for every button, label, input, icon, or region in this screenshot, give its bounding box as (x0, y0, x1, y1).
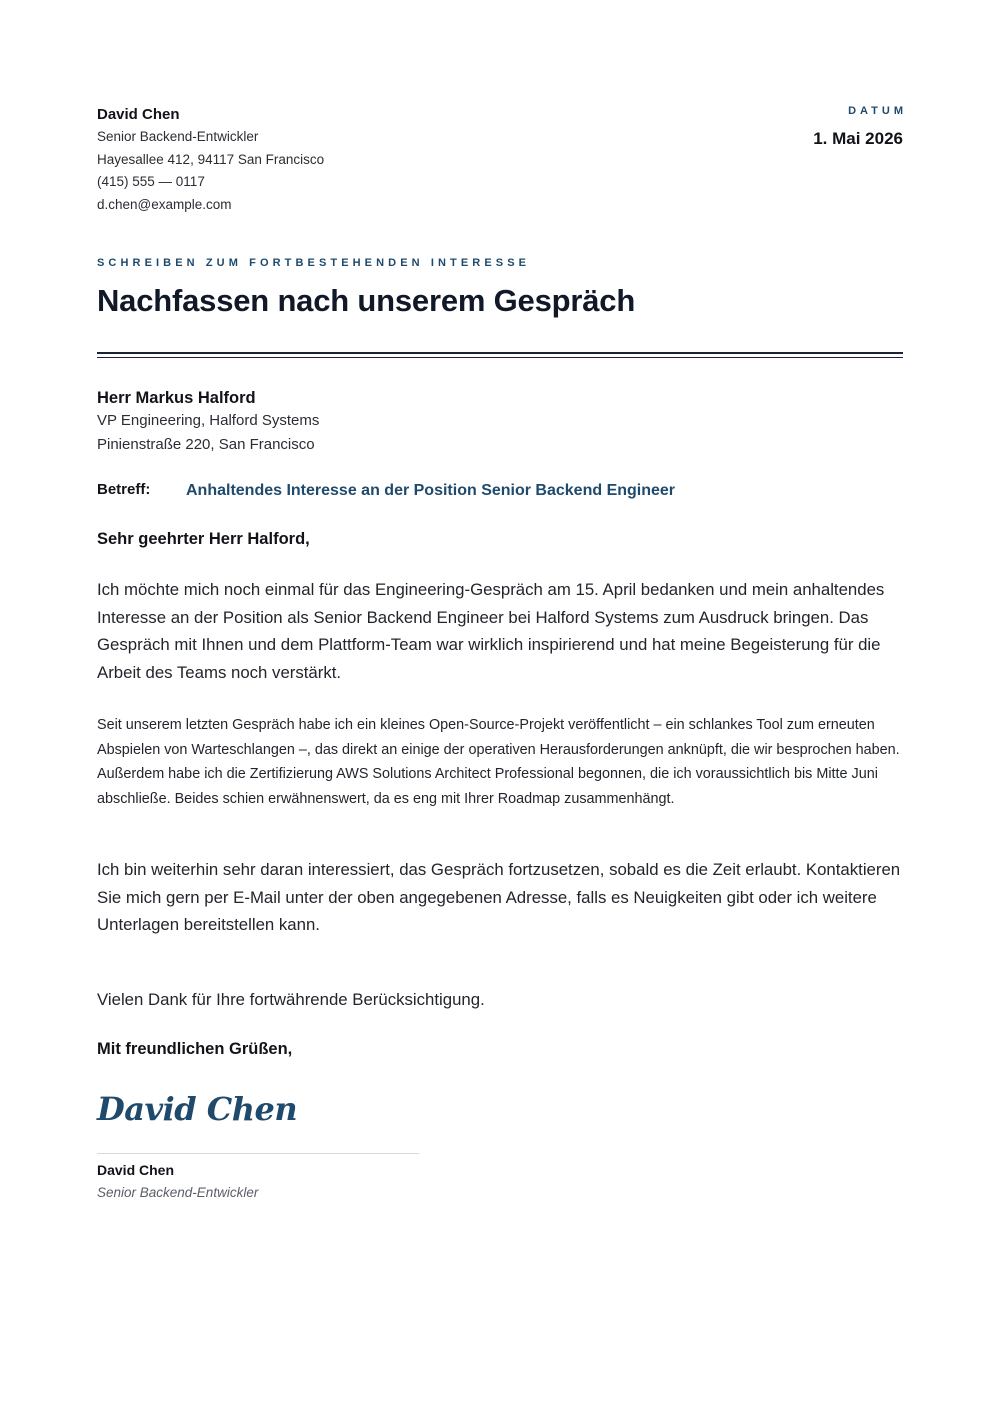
signature-name: David Chen (97, 1162, 175, 1178)
sender-title: Senior Backend-Entwickler (97, 129, 259, 144)
letter-title: Nachfassen nach unserem Gespräch (97, 283, 636, 318)
signature-divider (97, 1153, 419, 1154)
signature-script: David Chen (97, 1090, 298, 1128)
recipient-block (97, 387, 319, 457)
date-label: DATUM (848, 105, 907, 117)
recipient-address: Pinienstraße 220, San Francisco (97, 436, 315, 453)
date-value: 1. Mai 2026 (813, 129, 903, 148)
recipient-name: Herr Markus Halford (97, 389, 256, 407)
sender-block (97, 104, 517, 216)
subject-label: Betreff: (97, 481, 151, 498)
title-divider (97, 352, 903, 358)
sender-name: David Chen (97, 106, 180, 123)
closing-phrase: Mit freundlichen Grüßen, (97, 1040, 293, 1058)
sender-address: Hayesallee 412, 94117 San Francisco (97, 151, 325, 167)
sender-phone: (415) 555 — 0117 (97, 174, 205, 189)
sender-email: d.chen@example.com (97, 196, 232, 212)
subject-text: Anhaltendes Interesse an der Position Senior Backend Engineer (186, 482, 676, 499)
closing-thanks: Vielen Dank für Ihre fortwährende Berücksichtigung. (97, 990, 485, 1009)
date-block (813, 102, 907, 149)
recipient-position: VP Engineering, Halford Systems (97, 412, 320, 429)
body-paragraph-3: Ich bin weiterhin sehr daran interessiert, das Gespräch fortzusetzen, sobald es die Zeit erlaubt. Kontaktieren Sie mich gern per E-Mail unter der oben angegebenen Adresse, falls es Neuigkeiten gibt oder ich weitere Unterlagen bereitstellen kann. (97, 860, 901, 934)
body-paragraph-2: Seit unserem letzten Gespräch habe ich ein kleines Open-Source-Projekt veröffentlicht – ein schlankes Tool zum erneuten Abspielen von Warteschlangen –, das direkt an einige der operativen Herausforderungen anknüpft, die wir besprochen haben. Außerdem habe ich die Zertifizierung AWS Solutions Architect Professional begonnen, die ich voraussichtlich bis Mitte Juni abschließe. Beides schien erwähnenswert, da es eng mit Ihrer Roadmap zusammenhängt. (97, 717, 900, 808)
body-paragraph-1: Ich möchte mich noch einmal für das Engineering-Gespräch am 15. April bedanken und mein anhaltendes Interesse an der Position als Senior Backend Engineer bei Halford Systems zum Ausdruck bringen. Das Gespräch mit Ihnen und dem Plattform-Team war wirklich inspirierend und hat meine Begeisterung für die Arbeit des Teams noch verstärkt. (97, 580, 885, 682)
letter-eyebrow: SCHREIBEN ZUM FORTBESTEHENDEN INTERESSE (97, 257, 531, 269)
salutation: Sehr geehrter Herr Halford, (97, 530, 310, 548)
signature-title: Senior Backend-Entwickler (97, 1185, 259, 1200)
